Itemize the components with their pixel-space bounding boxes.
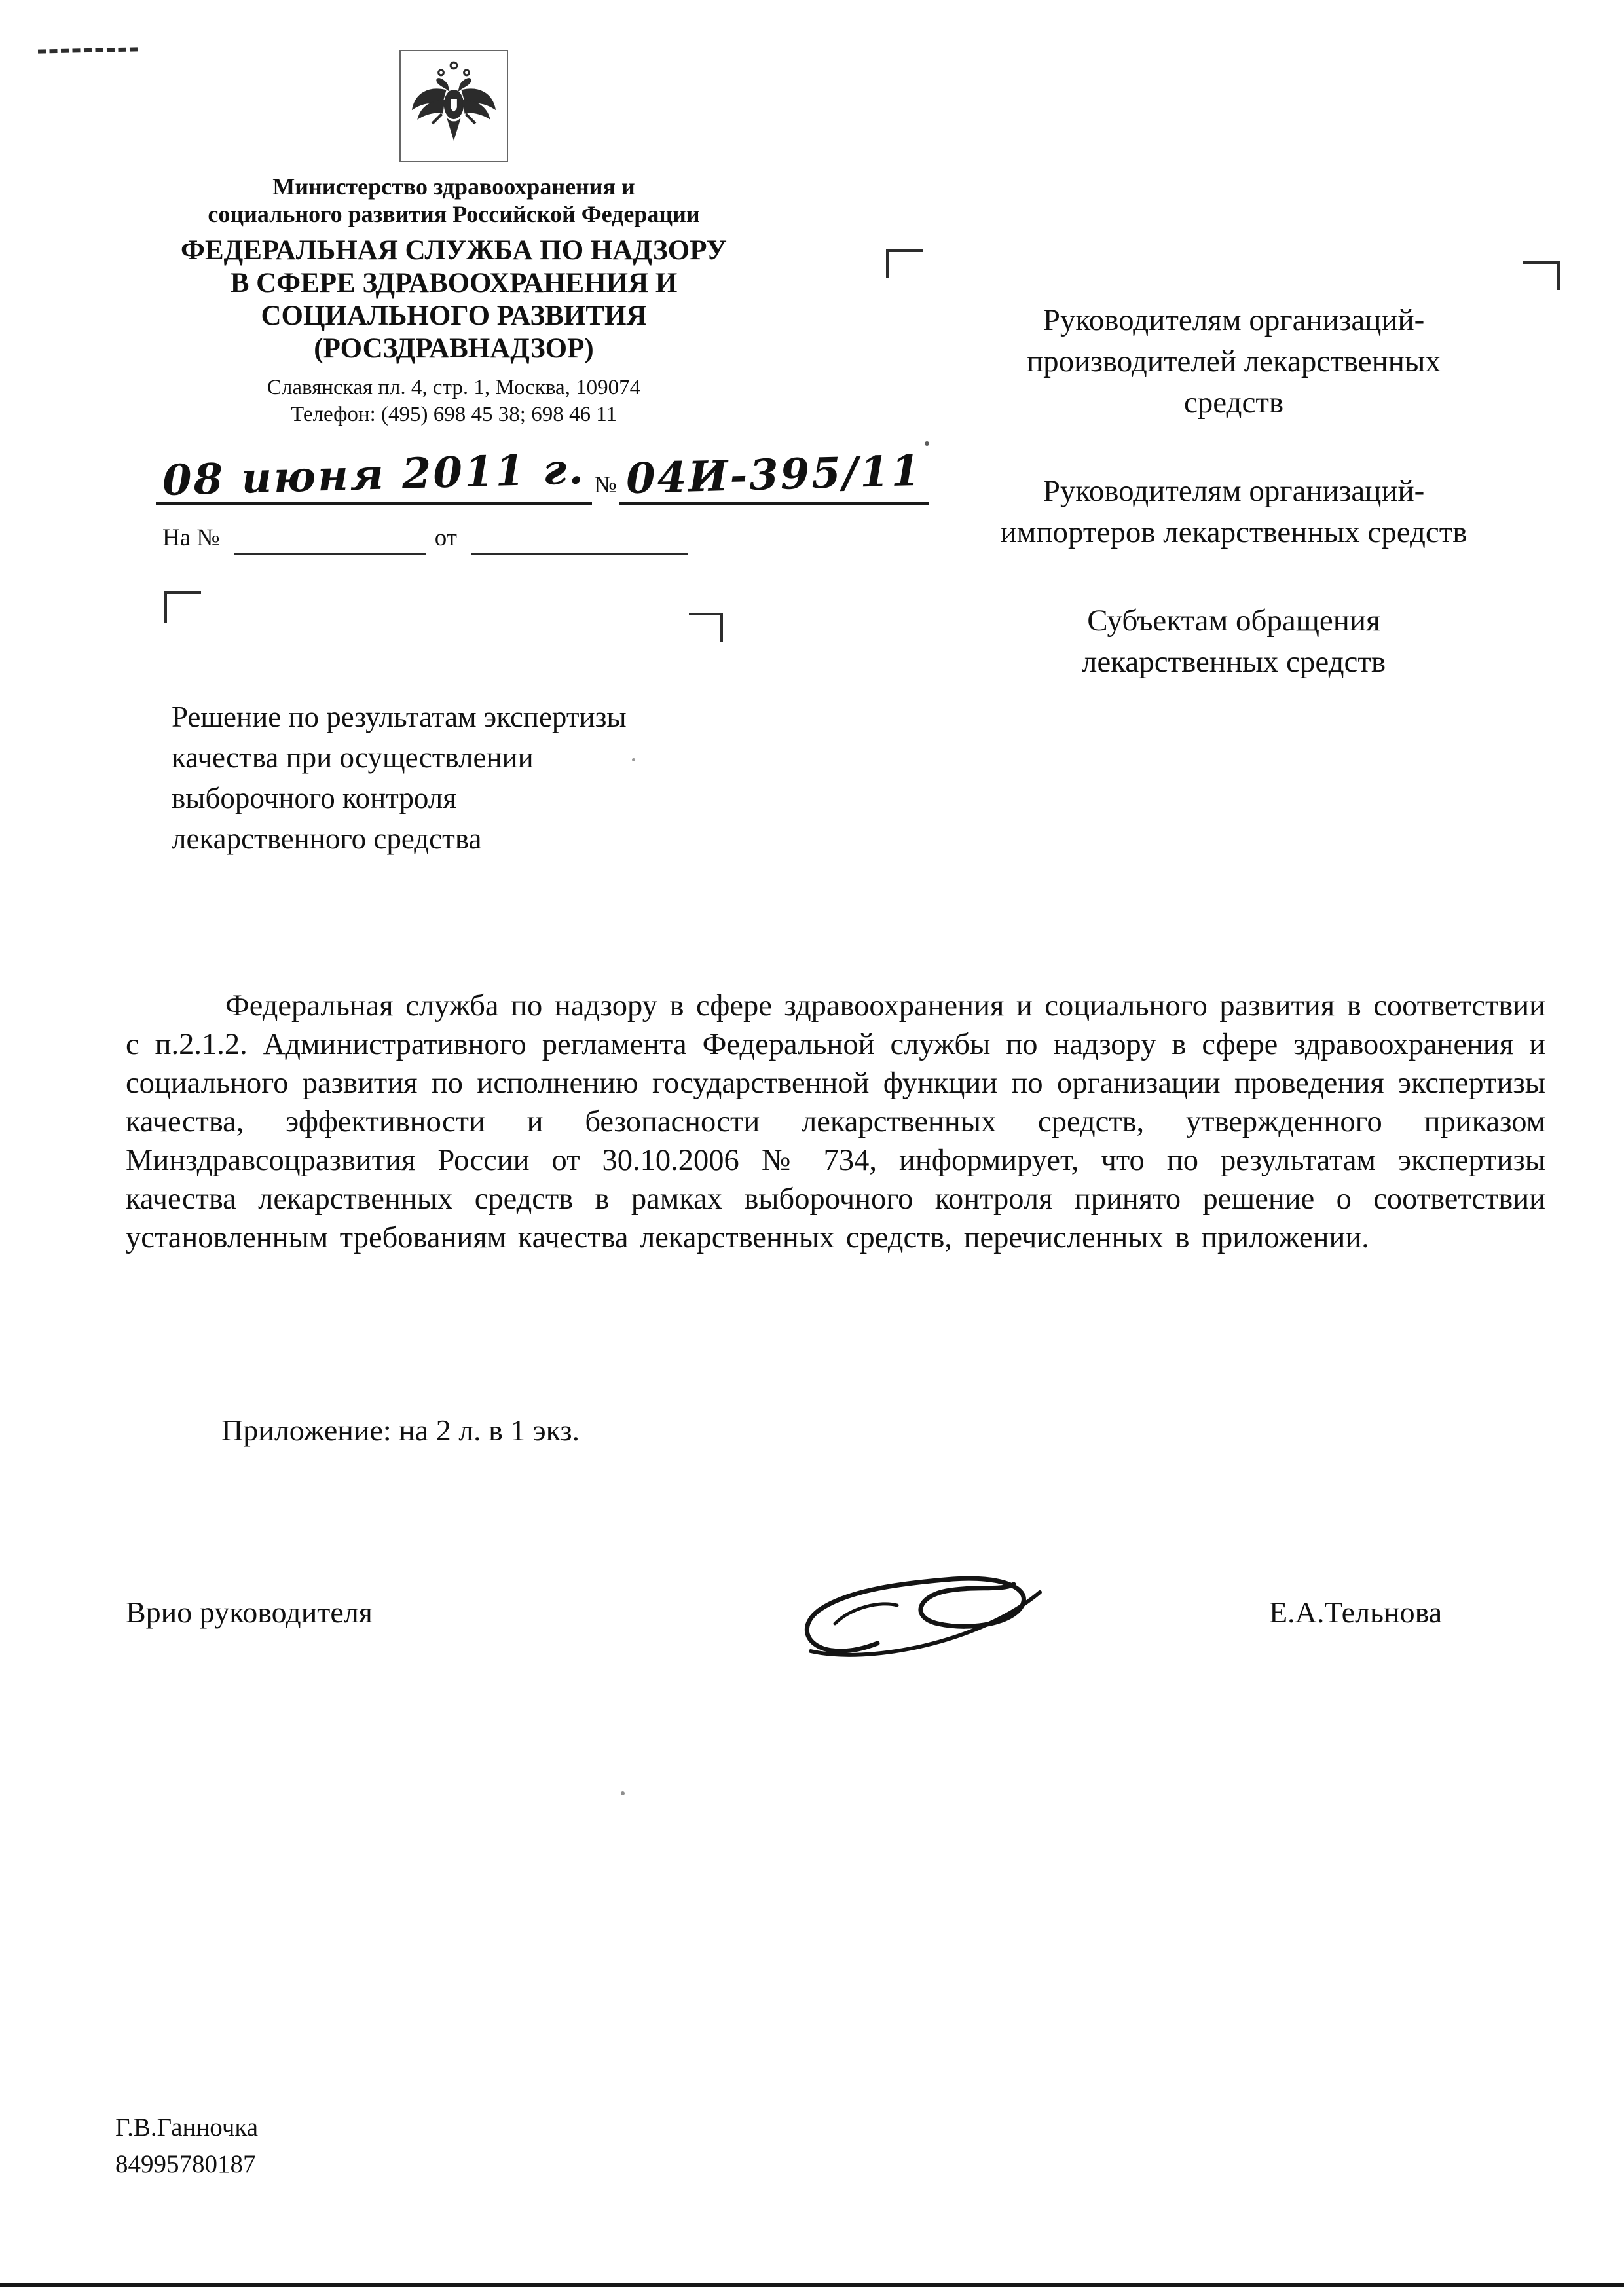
addressee-line: Руководителям организаций- (1043, 303, 1425, 337)
service-name-line1: ФЕДЕРАЛЬНАЯ СЛУЖБА ПО НАДЗОРУ (181, 235, 727, 266)
subject-line: лекарственного средства (172, 822, 482, 855)
na-number-blank-field (234, 524, 426, 555)
service-phone: Телефон: (495) 698 45 38; 698 46 11 (291, 403, 617, 426)
handwritten-number-underline (619, 446, 929, 505)
executor-block (115, 2109, 258, 2183)
signer-name: Е.А.Тельнова (1269, 1595, 1443, 1629)
handwritten-date: 08 июня 2011 г. (162, 445, 586, 505)
addressee-line: Субъектам обращения (1087, 604, 1380, 638)
attachment-line: Приложение: на 2 л. в 1 экз. (221, 1413, 580, 1447)
scan-artifact-dash (38, 47, 138, 53)
body-paragraph: Федеральная служба по надзору в сфере здравоохранения и социального развития в соответствии с п.2.1.2. Административного регламента Федеральной службы по надзору в сфере здравоохранения и социального развития по исполнению государственной функции по организации проведения экспертизы качества, эффективности и безопасности лекарственных средств, утвержденного приказом Минздравсоцразвития России от 30.10.2006 № 734, информирует, что по результатам экспертизы качества лекарственных средств в рамках выборочного контроля принято решение о соответствии установленным требованиям качества лекарственных средств, перечисленных в приложении. (126, 989, 1545, 1254)
addressee-field-corner-mark-left (886, 249, 923, 278)
addressee-line: Руководителям организаций- (1043, 474, 1425, 508)
ministry-name-line2: социального развития Российской Федерации (208, 201, 700, 227)
addressee-importers (909, 471, 1559, 553)
addressee-line: средств (1183, 386, 1284, 420)
outgoing-ref-line (156, 445, 929, 505)
service-address: Славянская пл. 4, стр. 1, Москва, 109074 (267, 376, 641, 399)
letterhead (162, 50, 745, 428)
addressee-line: лекарственных средств (1081, 645, 1386, 679)
na-number-label: На № (162, 524, 220, 551)
service-name-line2: В СФЕРЕ ЗДРАВООХРАНЕНИЯ И (230, 268, 678, 299)
service-name-line4: (РОСЗДРАВНАДЗОР) (314, 333, 594, 364)
scan-speck (621, 1791, 625, 1795)
executor-name: Г.В.Ганночка (115, 2113, 259, 2141)
signer-position: Врио руководителя (126, 1595, 373, 1629)
addressee-line: производителей лекарственных (1027, 344, 1441, 378)
ministry-name-line1: Министерство здравоохранения и (272, 173, 635, 200)
addressee-line: импортеров лекарственных средств (1000, 515, 1467, 549)
ot-date-blank-field (471, 524, 688, 555)
handwritten-number: 04И-395/11 (625, 446, 923, 504)
scan-edge-line (0, 2283, 1624, 2287)
subject-field-corner-mark-right (689, 613, 723, 642)
handwritten-date-underline (156, 445, 592, 505)
executor-phone: 84995780187 (115, 2150, 256, 2178)
incoming-ref-line (162, 524, 688, 555)
subject-line: Решение по результатам экспертизы (172, 701, 627, 733)
addressee-circulation-subjects (909, 600, 1559, 683)
subject-line: выборочного контроля (172, 782, 456, 814)
subject-block (172, 697, 748, 859)
addressee-block (909, 300, 1559, 730)
coat-of-arms-icon (399, 50, 508, 162)
ot-date-label: от (434, 524, 457, 551)
number-sign: № (594, 471, 617, 498)
subject-field-corner-mark-left (164, 591, 201, 623)
addressee-field-corner-mark-right (1523, 261, 1560, 290)
service-name-line3: СОЦИАЛЬНОГО РАЗВИТИЯ (261, 301, 647, 331)
signature-autograph-icon (773, 1545, 1054, 1689)
service-name (162, 234, 745, 365)
subject-line: качества при осуществлении (172, 741, 534, 774)
addressee-manufacturers (909, 300, 1559, 424)
